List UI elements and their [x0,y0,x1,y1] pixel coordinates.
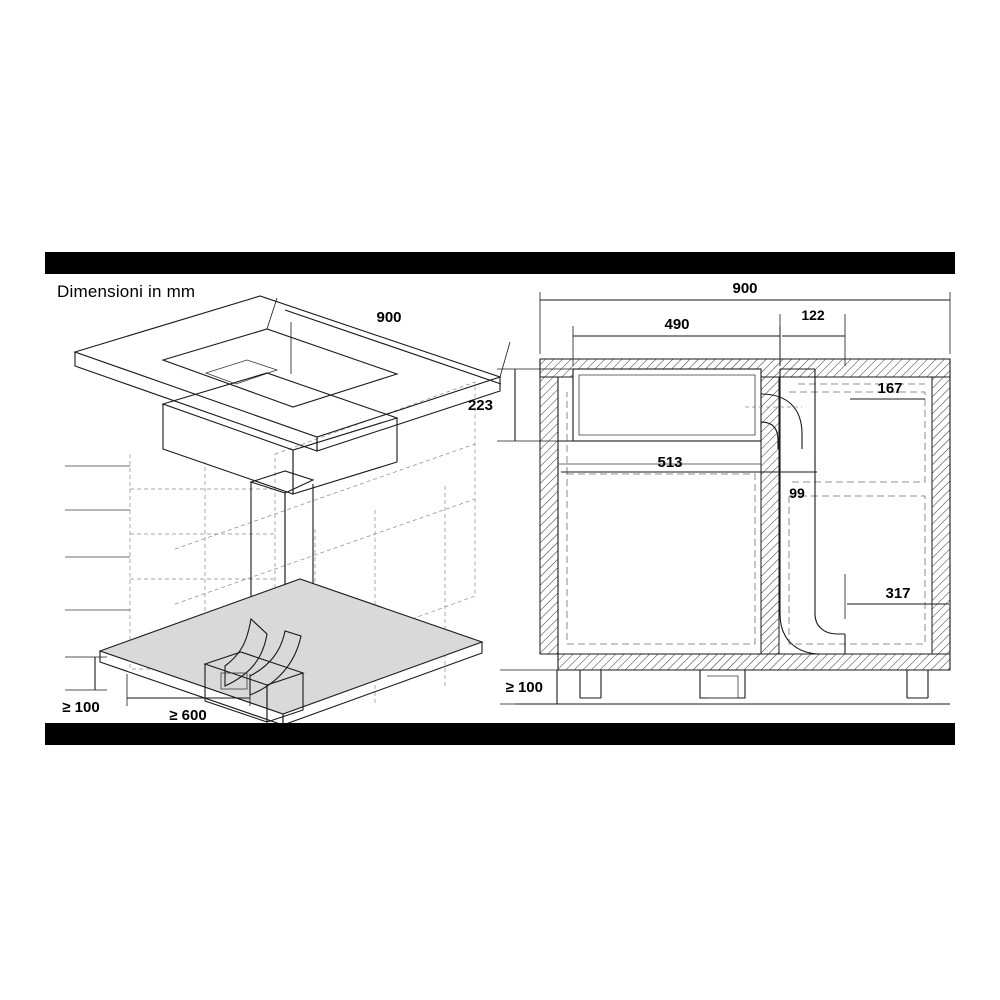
figure-caption: Dimensioni in mm [57,282,196,301]
bottom-black-band [45,723,955,745]
dim-122 [780,307,845,366]
figure-area [45,274,955,723]
dim-label-317: 317 [885,585,911,602]
floor-plate [100,579,482,723]
downdraft-body [163,373,397,494]
dim-900-right [540,280,950,354]
dim-100-left [62,657,107,716]
dim-label-900-left: 900 [376,309,402,326]
dim-label-100-left: ≥ 100 [62,699,100,716]
dim-513 [558,454,780,489]
left-perspective-group [62,296,510,723]
dim-label-900-right: 900 [732,280,758,297]
dim-label-600: ≥ 600 [169,707,207,723]
dim-label-490: 490 [664,316,690,333]
dim-label-99: 99 [789,485,805,501]
worktop [75,296,500,451]
right-section-group [468,280,950,704]
motor-box-section [700,670,745,698]
dim-label-100-right: ≥ 100 [505,679,543,696]
technical-drawing [45,274,955,723]
dim-label-167: 167 [877,380,903,397]
top-black-band [45,252,955,274]
cabinet-side-lines [65,466,130,610]
dim-167 [850,380,925,399]
dim-label-122: 122 [801,307,825,323]
cabinet-legs [515,670,950,704]
dim-100-right [500,670,575,704]
dim-label-223: 223 [467,397,493,414]
dim-99 [779,456,817,501]
downdraft-unit-section [558,369,761,464]
dim-label-513: 513 [657,454,683,471]
